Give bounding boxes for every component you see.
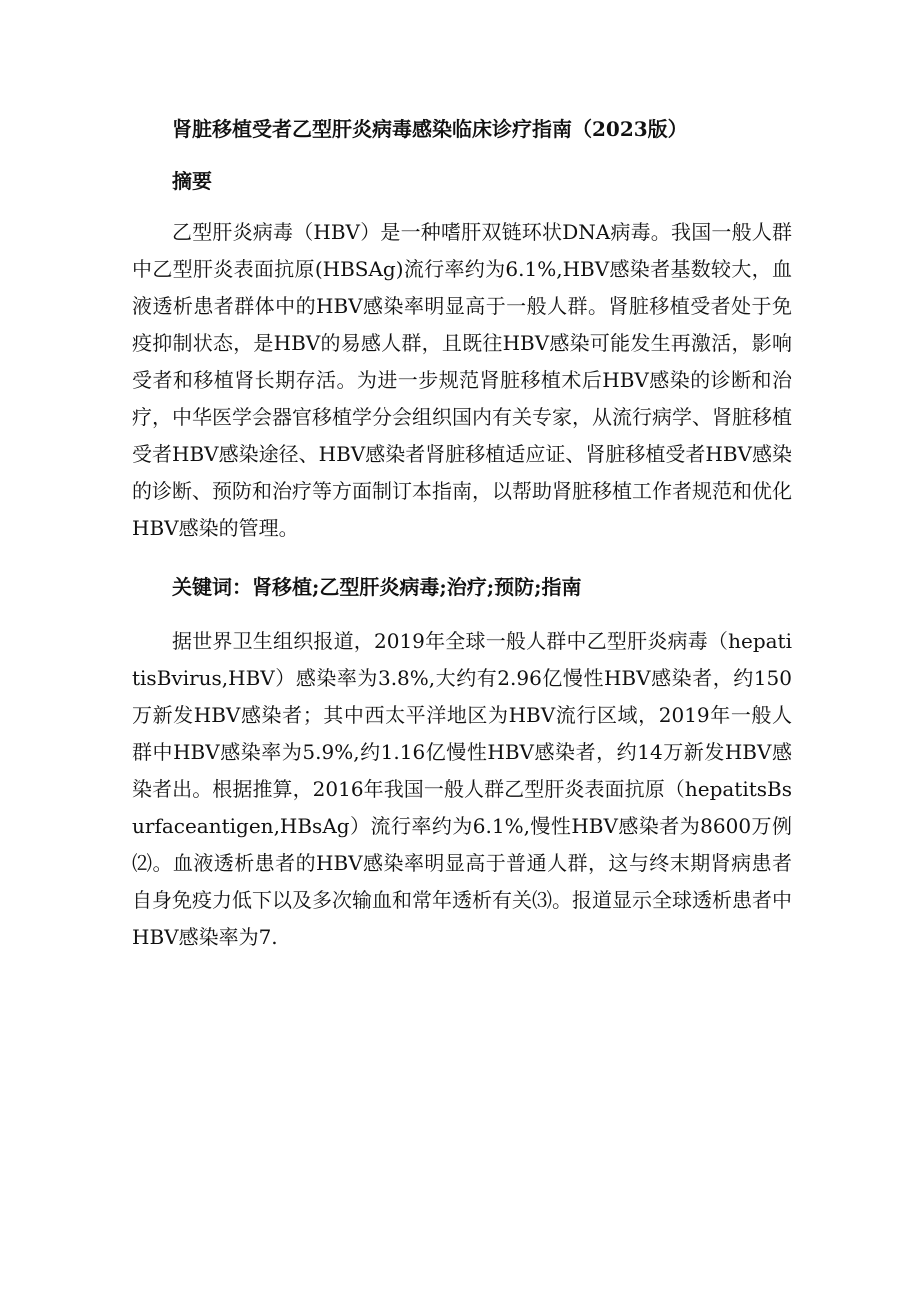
abstract-paragraph: 乙型肝炎病毒（HBV）是一种嗜肝双链环状DNA病毒。我国一般人群中乙型肝炎表面抗原(HBSAg)流行率约为6.1%,HBV感染者基数较大，血液透析患者群体中的HBV感染率明显高于一般人群。肾脏移植受者处于免疫抑制状态，是HBV的易感人群，且既往HBV感染可能发生再激活，影响受者和移植肾长期存活。为进一步规范肾脏移植术后HBV感染的诊断和治疗，中华医学会器官移植学分会组织国内有关专家，从流行病学、肾脏移植受者HBV感染途径、HBV感染者肾脏移植适应证、肾脏移植受者HBV感染的诊断、预防和治疗等方面制订本指南，以帮助肾脏移植工作者规范和优化HBV感染的管理。 <box>132 220 792 540</box>
document-title: 肾脏移植受者乙型肝炎病毒感染临床诊疗指南（2023版） <box>172 117 688 141</box>
keywords-line: 关键词：肾移植;乙型肝炎病毒;治疗;预防;指南 <box>172 575 582 599</box>
document-content <box>132 112 792 956</box>
abstract-heading: 摘要 <box>172 169 212 193</box>
body-paragraph: 据世界卫生组织报道，2019年全球一般人群中乙型肝炎病毒（hepatitisBvirus,HBV）感染率为3.8%,大约有2.96亿慢性HBV感染者，约150万新发HBV感染者；其中西太平洋地区为HBV流行区域，2019年一般人群中HBV感染率为5.9%,约1.16亿慢性HBV感染者，约14万新发HBV感染者出。根据推算，2016年我国一般人群乙型肝炎表面抗原（hepatitsBsurfaceantigen,HBsAg）流行率约为6.1%,慢性HBV感染者为8600万例⑵。血液透析患者的HBV感染率明显高于普通人群，这与终末期肾病患者自身免疫力低下以及多次输血和常年透析有关⑶。报道显示全球透析患者中HBV感染率为7. <box>132 629 792 949</box>
